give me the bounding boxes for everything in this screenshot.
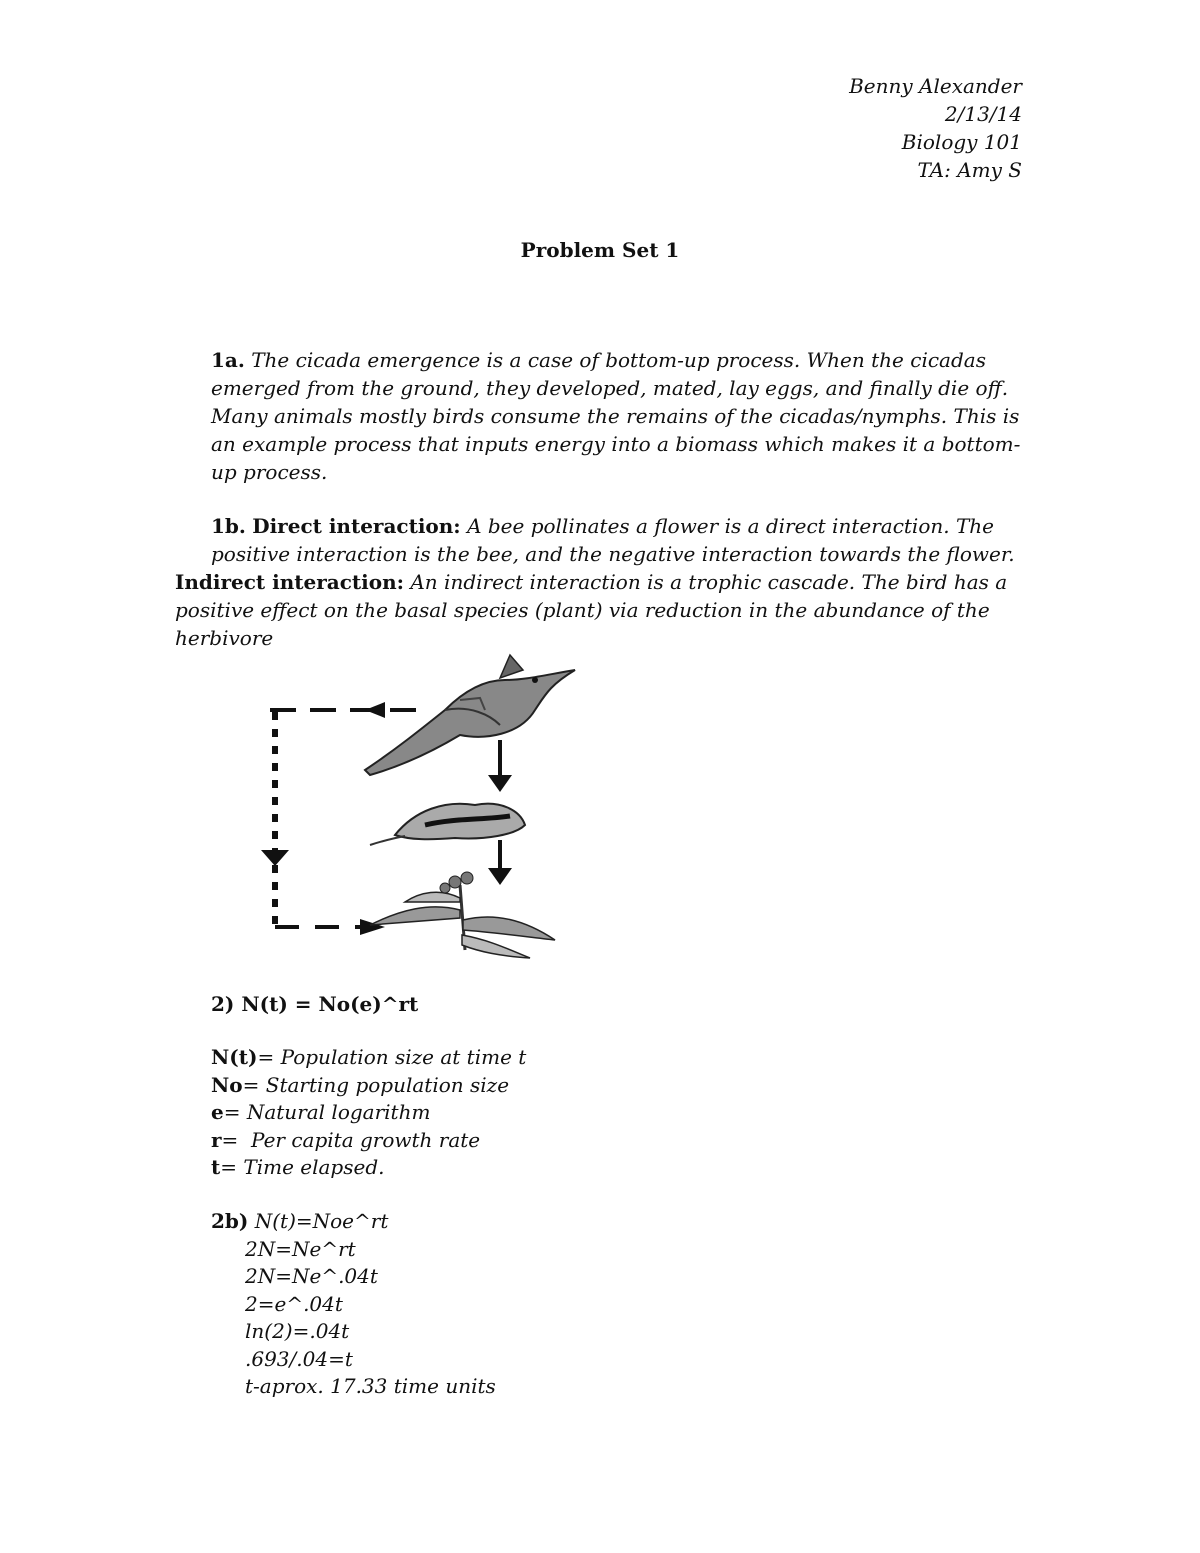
course: Biology 101 — [901, 130, 1022, 154]
definition-item — [211, 1099, 526, 1127]
question-2b-label: 2b) — [211, 1209, 249, 1233]
direct-interaction-label: Direct interaction: — [252, 514, 461, 538]
left-arrowhead-icon — [365, 702, 385, 718]
definition-text: = Time elapsed. — [220, 1155, 385, 1179]
question-1a — [211, 346, 1031, 486]
herbivore-icon — [370, 804, 525, 845]
question-2b-formula: N(t)=Noe^rt — [254, 1209, 389, 1233]
definition-term: No — [211, 1072, 243, 1097]
definition-text: = Natural logarithm — [223, 1100, 431, 1124]
definition-term: t — [211, 1155, 221, 1179]
question-2-equation: 2) N(t) = No(e)^rt — [211, 992, 419, 1016]
question-1b-label: 1b. — [211, 514, 246, 538]
definition-item — [211, 1072, 526, 1100]
definition-text: = Per capita growth rate — [221, 1127, 481, 1152]
plant-icon — [370, 872, 555, 958]
definition-term: r — [211, 1127, 222, 1152]
author-name: Benny Alexander — [849, 74, 1022, 98]
page-title: Problem Set 1 — [520, 238, 680, 262]
bird-to-herbivore-arrow — [488, 740, 512, 792]
trophic-cascade-figure — [245, 640, 605, 960]
herbivore-to-plant-arrow — [488, 840, 512, 885]
indirect-effect-path — [261, 702, 420, 935]
definition-item — [211, 1127, 526, 1155]
definition-item — [211, 1044, 526, 1072]
question-2b-first-line — [211, 1208, 496, 1236]
down-arrowhead-icon — [261, 850, 289, 866]
definition-term: N(t) — [211, 1045, 258, 1069]
definition-text: = Population size at time t — [257, 1045, 527, 1069]
header-block — [622, 72, 1022, 184]
solution-step: 2N=Ne^.04t — [245, 1264, 378, 1288]
direct-interaction-text: A bee pollinates a flower is a direct interaction. The positive interaction is the bee, and the negative interaction towards the flower. — [211, 514, 1015, 566]
trophic-cascade-diagram — [245, 640, 605, 960]
teaching-assistant: TA: Amy S — [917, 158, 1022, 182]
indirect-interaction-label: Indirect interaction: — [175, 570, 404, 594]
solution-step: .693/.04=t — [245, 1346, 353, 1371]
bird-icon — [365, 655, 575, 775]
definition-term: e — [211, 1100, 224, 1124]
definition-text: = Starting population size — [242, 1072, 510, 1097]
solution-step: 2N=Ne^rt — [245, 1236, 356, 1261]
definitions-list — [211, 1044, 526, 1182]
definition-item — [211, 1154, 526, 1182]
question-2b — [211, 1208, 496, 1401]
question-1a-text: The cicada emergence is a case of bottom-up process. When the cicadas emerged from the ground, they developed, mated, lay eggs, and finally die off. Many animals mostly birds consume the remains of the cicadas/nymphs. This is an example process that inputs energy into a biomass which makes it a bottom-up process. — [211, 348, 1021, 484]
solution-step: t-aprox. 17.33 time units — [245, 1374, 496, 1398]
indirect-interaction-text: An indirect interaction is a trophic cascade. The bird has a positive effect on the basal species (plant) via reduction in the abundance of the herbivore — [175, 570, 1008, 650]
date: 2/13/14 — [944, 102, 1022, 126]
question-1a-label: 1a. — [211, 348, 245, 372]
solution-step: 2=e^.04t — [245, 1291, 343, 1316]
question-1b — [211, 512, 1031, 568]
solution-step: ln(2)=.04t — [245, 1319, 350, 1343]
